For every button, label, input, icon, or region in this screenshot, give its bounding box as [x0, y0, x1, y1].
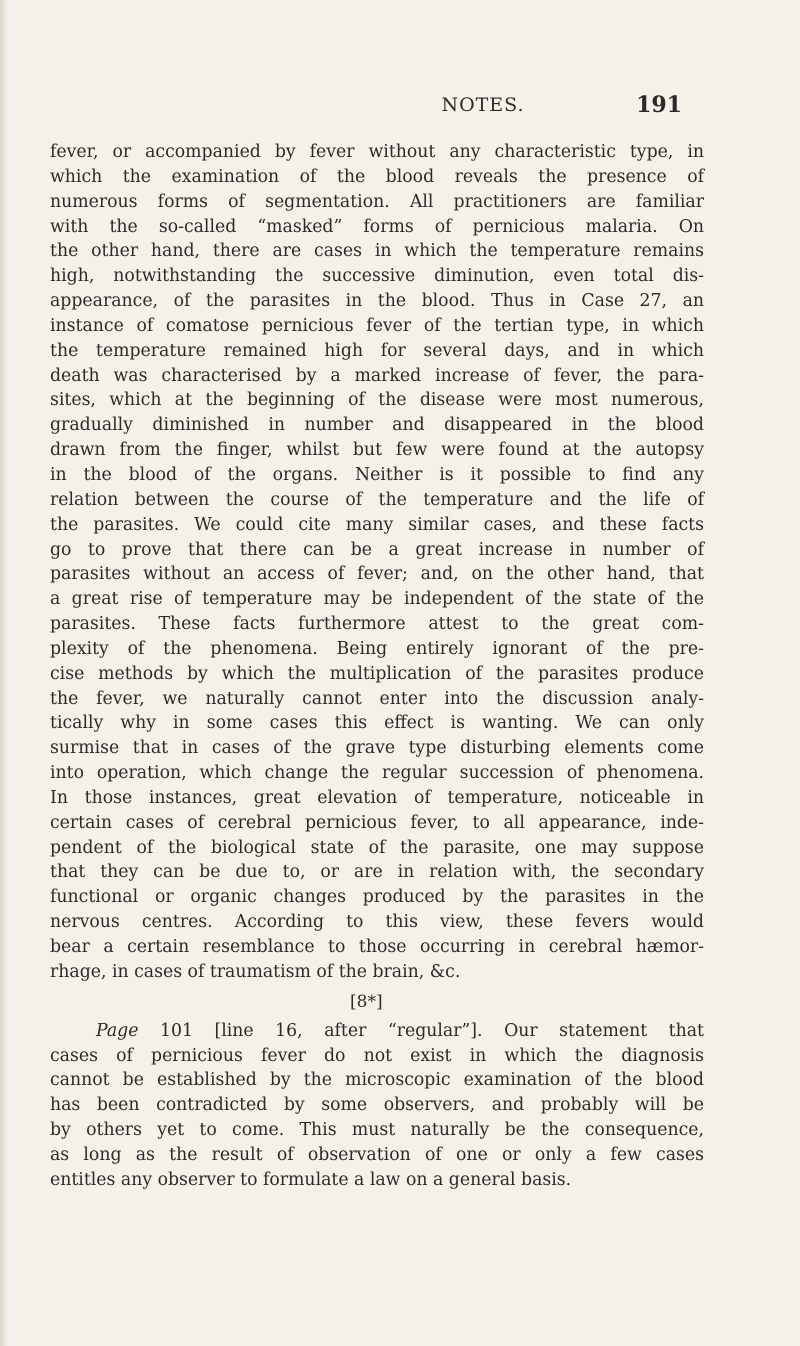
text-line	[50, 1019, 704, 1044]
text-line: nervous centres. According to this view, these fevers would	[50, 912, 704, 933]
text-line: gradually diminished in number and disappeared in the blood	[50, 415, 704, 436]
page-number: 191	[636, 92, 682, 118]
text-line: functional or organic changes produced by the parasites in the	[50, 887, 704, 908]
text-line: sites, which at the beginning of the disease were most numerous,	[50, 390, 704, 411]
text-line: surmise that in cases of the grave type disturbing elements come	[50, 738, 704, 759]
text-line: by others yet to come. This must naturally be the consequence,	[50, 1120, 704, 1141]
text-line: drawn from the finger, whilst but few were found at the autopsy	[50, 440, 704, 461]
body-text	[50, 140, 704, 1193]
text-line: certain cases of cerebral pernicious fever, to all appearance, inde-	[50, 812, 704, 833]
paragraph-1	[50, 140, 704, 985]
text-line: cise methods by which the multiplication of the parasites produce	[50, 663, 704, 684]
text-line: into operation, which change the regular succession of phenomena.	[50, 763, 704, 784]
page-header	[284, 92, 682, 122]
text-line: appearance, of the parasites in the blood. Thus in Case 27, an	[50, 291, 704, 312]
section-marker: [8*]	[350, 991, 383, 1012]
text-line: death was characterised by a marked increase of fever, the para-	[50, 365, 704, 386]
page-reference-label: Page	[96, 1020, 139, 1041]
text-line: the parasites. We could cite many similar cases, and these facts	[50, 514, 704, 535]
text-line: go to prove that there can be a great increase in number of	[50, 539, 704, 560]
text-line: with the so-called “masked” forms of pernicious malaria. On	[50, 216, 704, 237]
text-line: entitles any observer to formulate a law on a general basis.	[50, 1169, 572, 1190]
text-line: bear a certain resemblance to those occurring in cerebral hæmor-	[50, 937, 704, 957]
text-line: instance of comatose pernicious fever of the tertian type, in which	[50, 315, 704, 336]
text-line: as long as the result of observation of one or only a few cases	[50, 1144, 704, 1165]
text-line: parasites without an access of fever; and, on the other hand, that	[50, 564, 704, 585]
text-line: plexity of the phenomena. Being entirely ignorant of the pre-	[50, 638, 704, 659]
page-edge-shadow	[0, 0, 8, 1346]
text-line: has been contradicted by some observers, and probably will be	[50, 1095, 704, 1116]
text-line: numerous forms of segmentation. All practitioners are familiar	[50, 191, 704, 212]
text-line: in the blood of the organs. Neither is it possible to find any	[50, 464, 704, 485]
text-line: rhage, in cases of traumatism of the brain, &c.	[50, 961, 461, 982]
text-line: the fever, we naturally cannot enter into the discussion analy-	[50, 688, 704, 709]
first-line-rest: 101 [line 16, after “regular”]. Our statement that	[138, 1020, 704, 1041]
text-line: that they can be due to, or are in relation with, the secondary	[50, 862, 704, 883]
text-line: cases of pernicious fever do not exist in which the diagnosis	[50, 1045, 704, 1066]
running-head: NOTES.	[441, 94, 525, 116]
text-line: parasites. These facts furthermore attest to the great com-	[50, 614, 704, 635]
text-line: the temperature remained high for several days, and in which	[50, 340, 704, 361]
text-line: cannot be established by the microscopic examination of the blood	[50, 1070, 704, 1091]
paragraph-2	[50, 1019, 704, 1193]
text-line: high, notwithstanding the successive diminution, even total dis-	[50, 266, 704, 287]
text-line: pendent of the biological state of the parasite, one may suppose	[50, 837, 704, 858]
text-line: relation between the course of the temperature and the life of	[50, 489, 704, 510]
text-line: fever, or accompanied by fever without any characteristic type, in	[50, 142, 704, 162]
text-line: the other hand, there are cases in which the temperature remains	[50, 241, 704, 262]
text-line: a great rise of temperature may be independent of the state of the	[50, 589, 704, 610]
text-line: tically why in some cases this effect is wanting. We can only	[50, 713, 704, 734]
text-line: which the examination of the blood reveals the presence of	[50, 166, 704, 187]
text-line: In those instances, great elevation of temperature, noticeable in	[50, 787, 704, 808]
